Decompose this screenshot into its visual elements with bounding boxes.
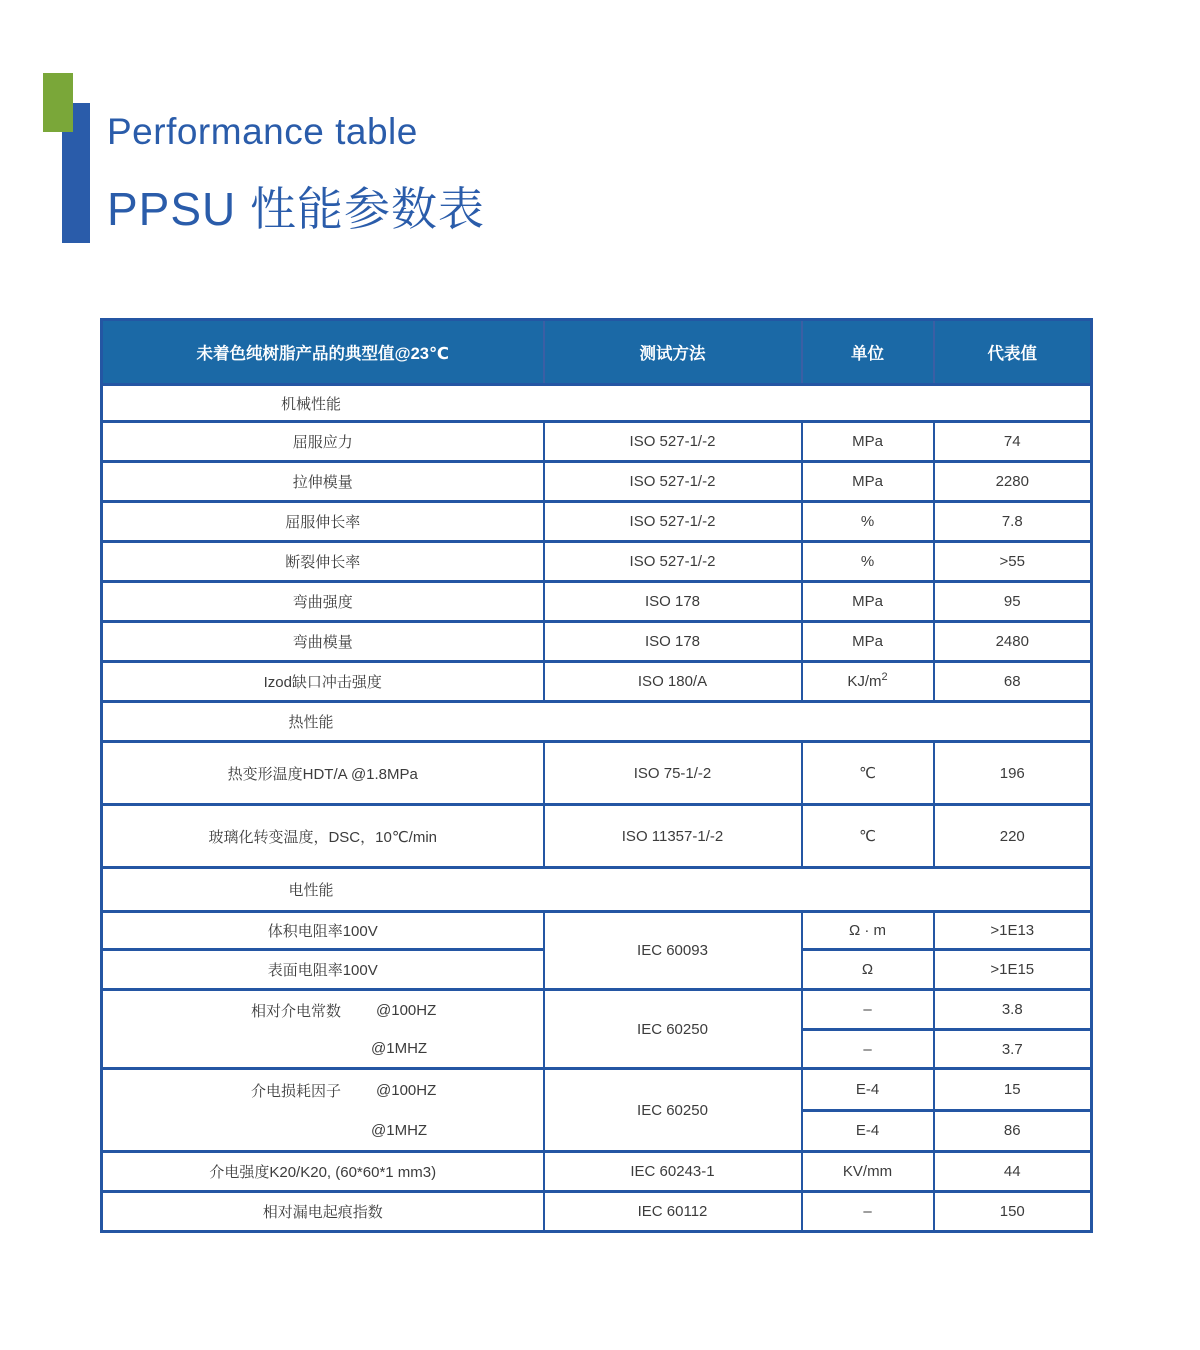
unit-cell: E-4 bbox=[802, 1110, 934, 1152]
property-cell: 断裂伸长率 bbox=[102, 542, 544, 582]
value-cell: 74 bbox=[934, 422, 1092, 462]
table-row bbox=[102, 542, 1092, 582]
value-cell: 86 bbox=[934, 1110, 1092, 1152]
section-row-thermal bbox=[102, 702, 1092, 742]
method-cell-merged: IEC 60250 bbox=[544, 990, 802, 1069]
section-row-mechanical bbox=[102, 385, 1092, 422]
value-cell: 44 bbox=[934, 1152, 1092, 1192]
value-cell: 68 bbox=[934, 662, 1092, 702]
method-cell: ISO 180/A bbox=[544, 662, 802, 702]
table-row bbox=[102, 422, 1092, 462]
table-row bbox=[102, 805, 1092, 868]
table-row bbox=[102, 1069, 1092, 1111]
property-cell-dielectric-constant bbox=[102, 990, 544, 1069]
unit-cell: – bbox=[802, 1030, 934, 1069]
method-cell-merged: IEC 60093 bbox=[544, 912, 802, 990]
frequency-label-1mhz: @1MHZ bbox=[371, 1039, 428, 1057]
title-accent-square-green bbox=[43, 73, 73, 132]
section-row-electrical bbox=[102, 868, 1092, 912]
value-cell: 196 bbox=[934, 742, 1092, 805]
unit-cell: Ω bbox=[802, 950, 934, 990]
property-cell: Izod缺口冲击强度 bbox=[102, 662, 544, 702]
table-header-row bbox=[102, 320, 1092, 385]
unit-cell: ℃ bbox=[802, 742, 934, 805]
value-cell: 3.7 bbox=[934, 1030, 1092, 1069]
property-cell: 弯曲模量 bbox=[102, 622, 544, 662]
table-row bbox=[102, 582, 1092, 622]
page-title-english: Performance table bbox=[107, 111, 418, 152]
property-cell: 表面电阻率100V bbox=[102, 950, 544, 990]
table-row bbox=[102, 742, 1092, 805]
property-label: 介电损耗因子 bbox=[251, 1082, 342, 1100]
method-cell: ISO 11357-1/-2 bbox=[544, 805, 802, 868]
value-cell: >1E13 bbox=[934, 912, 1092, 950]
unit-cell: – bbox=[802, 990, 934, 1030]
method-cell: ISO 178 bbox=[544, 622, 802, 662]
method-cell: ISO 178 bbox=[544, 582, 802, 622]
method-cell: IEC 60243-1 bbox=[544, 1152, 802, 1192]
frequency-label-100hz: @100HZ bbox=[376, 1081, 437, 1099]
value-cell: 150 bbox=[934, 1192, 1092, 1232]
unit-cell: E-4 bbox=[802, 1069, 934, 1111]
frequency-label-100hz: @100HZ bbox=[376, 1001, 437, 1019]
header-value: 代表值 bbox=[934, 320, 1092, 385]
value-cell: 220 bbox=[934, 805, 1092, 868]
property-cell: 体积电阻率100V bbox=[102, 912, 544, 950]
property-cell: 介电强度K20/K20, (60*60*1 mm3) bbox=[102, 1152, 544, 1192]
table-row bbox=[102, 1152, 1092, 1192]
property-cell-dissipation-factor bbox=[102, 1069, 544, 1152]
value-cell: 2280 bbox=[934, 462, 1092, 502]
value-cell: 7.8 bbox=[934, 502, 1092, 542]
header-property: 未着色纯树脂产品的典型值@23℃ bbox=[102, 320, 544, 385]
unit-cell: % bbox=[802, 502, 934, 542]
section-label-thermal: 热性能 bbox=[288, 714, 334, 731]
table-row bbox=[102, 462, 1092, 502]
property-cell: 弯曲强度 bbox=[102, 582, 544, 622]
frequency-label-1mhz: @1MHZ bbox=[371, 1121, 428, 1139]
property-cell: 拉伸模量 bbox=[102, 462, 544, 502]
page-title-chinese: PPSU 性能参数表 bbox=[107, 183, 486, 235]
performance-table bbox=[100, 318, 1093, 1233]
unit-cell: $KJ/m^2$ bbox=[802, 662, 934, 702]
table-row bbox=[102, 990, 1092, 1030]
unit-superscript: 2 bbox=[881, 671, 888, 683]
unit-cell: MPa bbox=[802, 422, 934, 462]
unit-cell: ℃ bbox=[802, 805, 934, 868]
method-cell: IEC 60112 bbox=[544, 1192, 802, 1232]
method-cell: ISO 527-1/-2 bbox=[544, 422, 802, 462]
value-cell: >55 bbox=[934, 542, 1092, 582]
value-cell: 95 bbox=[934, 582, 1092, 622]
unit-cell: KV/mm bbox=[802, 1152, 934, 1192]
table-row bbox=[102, 502, 1092, 542]
unit-cell: Ω · m bbox=[802, 912, 934, 950]
header-method: 测试方法 bbox=[544, 320, 802, 385]
method-cell: ISO 527-1/-2 bbox=[544, 502, 802, 542]
unit-cell: – bbox=[802, 1192, 934, 1232]
property-cell: 相对漏电起痕指数 bbox=[102, 1192, 544, 1232]
unit-cell: % bbox=[802, 542, 934, 582]
method-cell: ISO 527-1/-2 bbox=[544, 542, 802, 582]
property-cell: 热变形温度HDT/A @1.8MPa bbox=[102, 742, 544, 805]
property-label: 相对介电常数 bbox=[251, 1002, 342, 1020]
section-label-electrical: 电性能 bbox=[288, 882, 334, 899]
property-cell: 屈服应力 bbox=[102, 422, 544, 462]
unit-cell: MPa bbox=[802, 582, 934, 622]
property-cell: 玻璃化转变温度，DSC，10℃/min bbox=[102, 805, 544, 868]
header-unit: 单位 bbox=[802, 320, 934, 385]
method-cell-merged: IEC 60250 bbox=[544, 1069, 802, 1152]
value-cell: 15 bbox=[934, 1069, 1092, 1111]
value-cell: >1E15 bbox=[934, 950, 1092, 990]
table-row bbox=[102, 622, 1092, 662]
table-row bbox=[102, 1192, 1092, 1232]
property-cell: 屈服伸长率 bbox=[102, 502, 544, 542]
value-cell: 2480 bbox=[934, 622, 1092, 662]
value-cell: 3.8 bbox=[934, 990, 1092, 1030]
section-label-mechanical: 机械性能 bbox=[280, 395, 341, 413]
unit-cell: MPa bbox=[802, 462, 934, 502]
method-cell: ISO 75-1/-2 bbox=[544, 742, 802, 805]
table-row bbox=[102, 662, 1092, 702]
table-row bbox=[102, 912, 1092, 950]
method-cell: ISO 527-1/-2 bbox=[544, 462, 802, 502]
unit-cell: MPa bbox=[802, 622, 934, 662]
